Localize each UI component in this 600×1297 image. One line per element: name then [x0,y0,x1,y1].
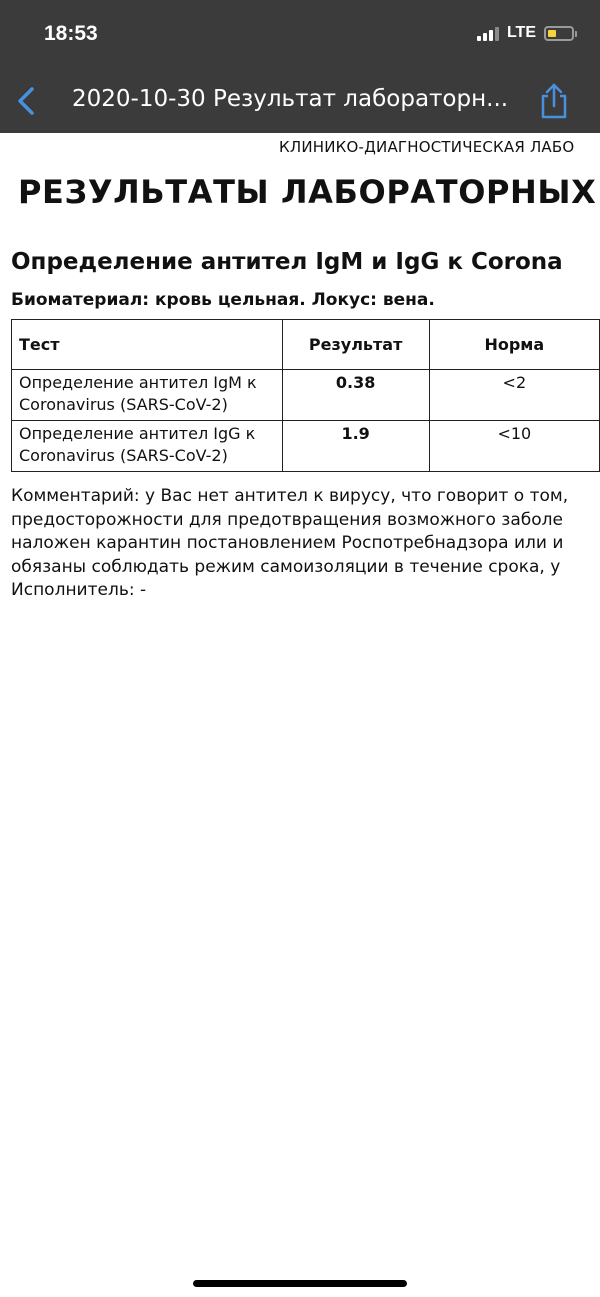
comment-line: наложен карантин постановлением Роспотребнадзора или и [11,533,564,553]
result-cell: 0.38 [282,370,429,421]
test-name-line: Coronavirus (SARS-CoV-2) [19,395,228,414]
share-icon[interactable] [538,82,570,120]
status-indicators [477,24,574,42]
test-name-cell [12,421,283,472]
table-header-row [12,320,600,370]
header-test: Тест [12,320,283,370]
executor-line: Исполнитель: - [11,580,147,600]
test-name-line: Определение антител IgM к [19,373,257,392]
network-type: LTE [506,24,536,41]
test-name-line: Определение антител IgG к [19,424,256,443]
cellular-signal-icon [477,25,499,41]
chevron-left-icon[interactable] [14,86,40,116]
lab-name: КЛИНИКО-ДИАГНОСТИЧЕСКАЯ ЛАБО [279,138,575,156]
section-title: Определение антител IgM и IgG к Corona [11,249,563,275]
norm-cell: <2 [429,370,599,421]
results-table [11,319,600,472]
battery-icon [544,26,574,41]
result-cell: 1.9 [282,421,429,472]
comment-line: предосторожности для предотвращения возможного заболе [11,509,563,530]
report-title: РЕЗУЛЬТАТЫ ЛАБОРАТОРНЫХ [18,173,597,211]
test-name-line: Coronavirus (SARS-CoV-2) [19,446,228,465]
norm-cell: <10 [429,421,599,472]
comment-line: обязаны соблюдать режим самоизоляции в течение срока, у [11,556,561,577]
biomaterial-line: Биоматериал: кровь цельная. Локус: вена. [11,290,435,310]
app-header [0,0,600,133]
table-row [12,421,600,472]
status-time: 18:53 [44,22,98,45]
home-indicator[interactable] [193,1280,407,1287]
test-name-cell [12,370,283,421]
table-row [12,370,600,421]
header-norm: Норма [429,320,599,370]
document-viewer[interactable] [0,133,600,1297]
comment-block [11,485,568,603]
comment-line: Комментарий: у Вас нет антител к вирусу, что говорит о том, [11,486,569,506]
document-title: 2020-10-30 Результат лабораторн... [72,86,509,112]
header-result: Результат [282,320,429,370]
